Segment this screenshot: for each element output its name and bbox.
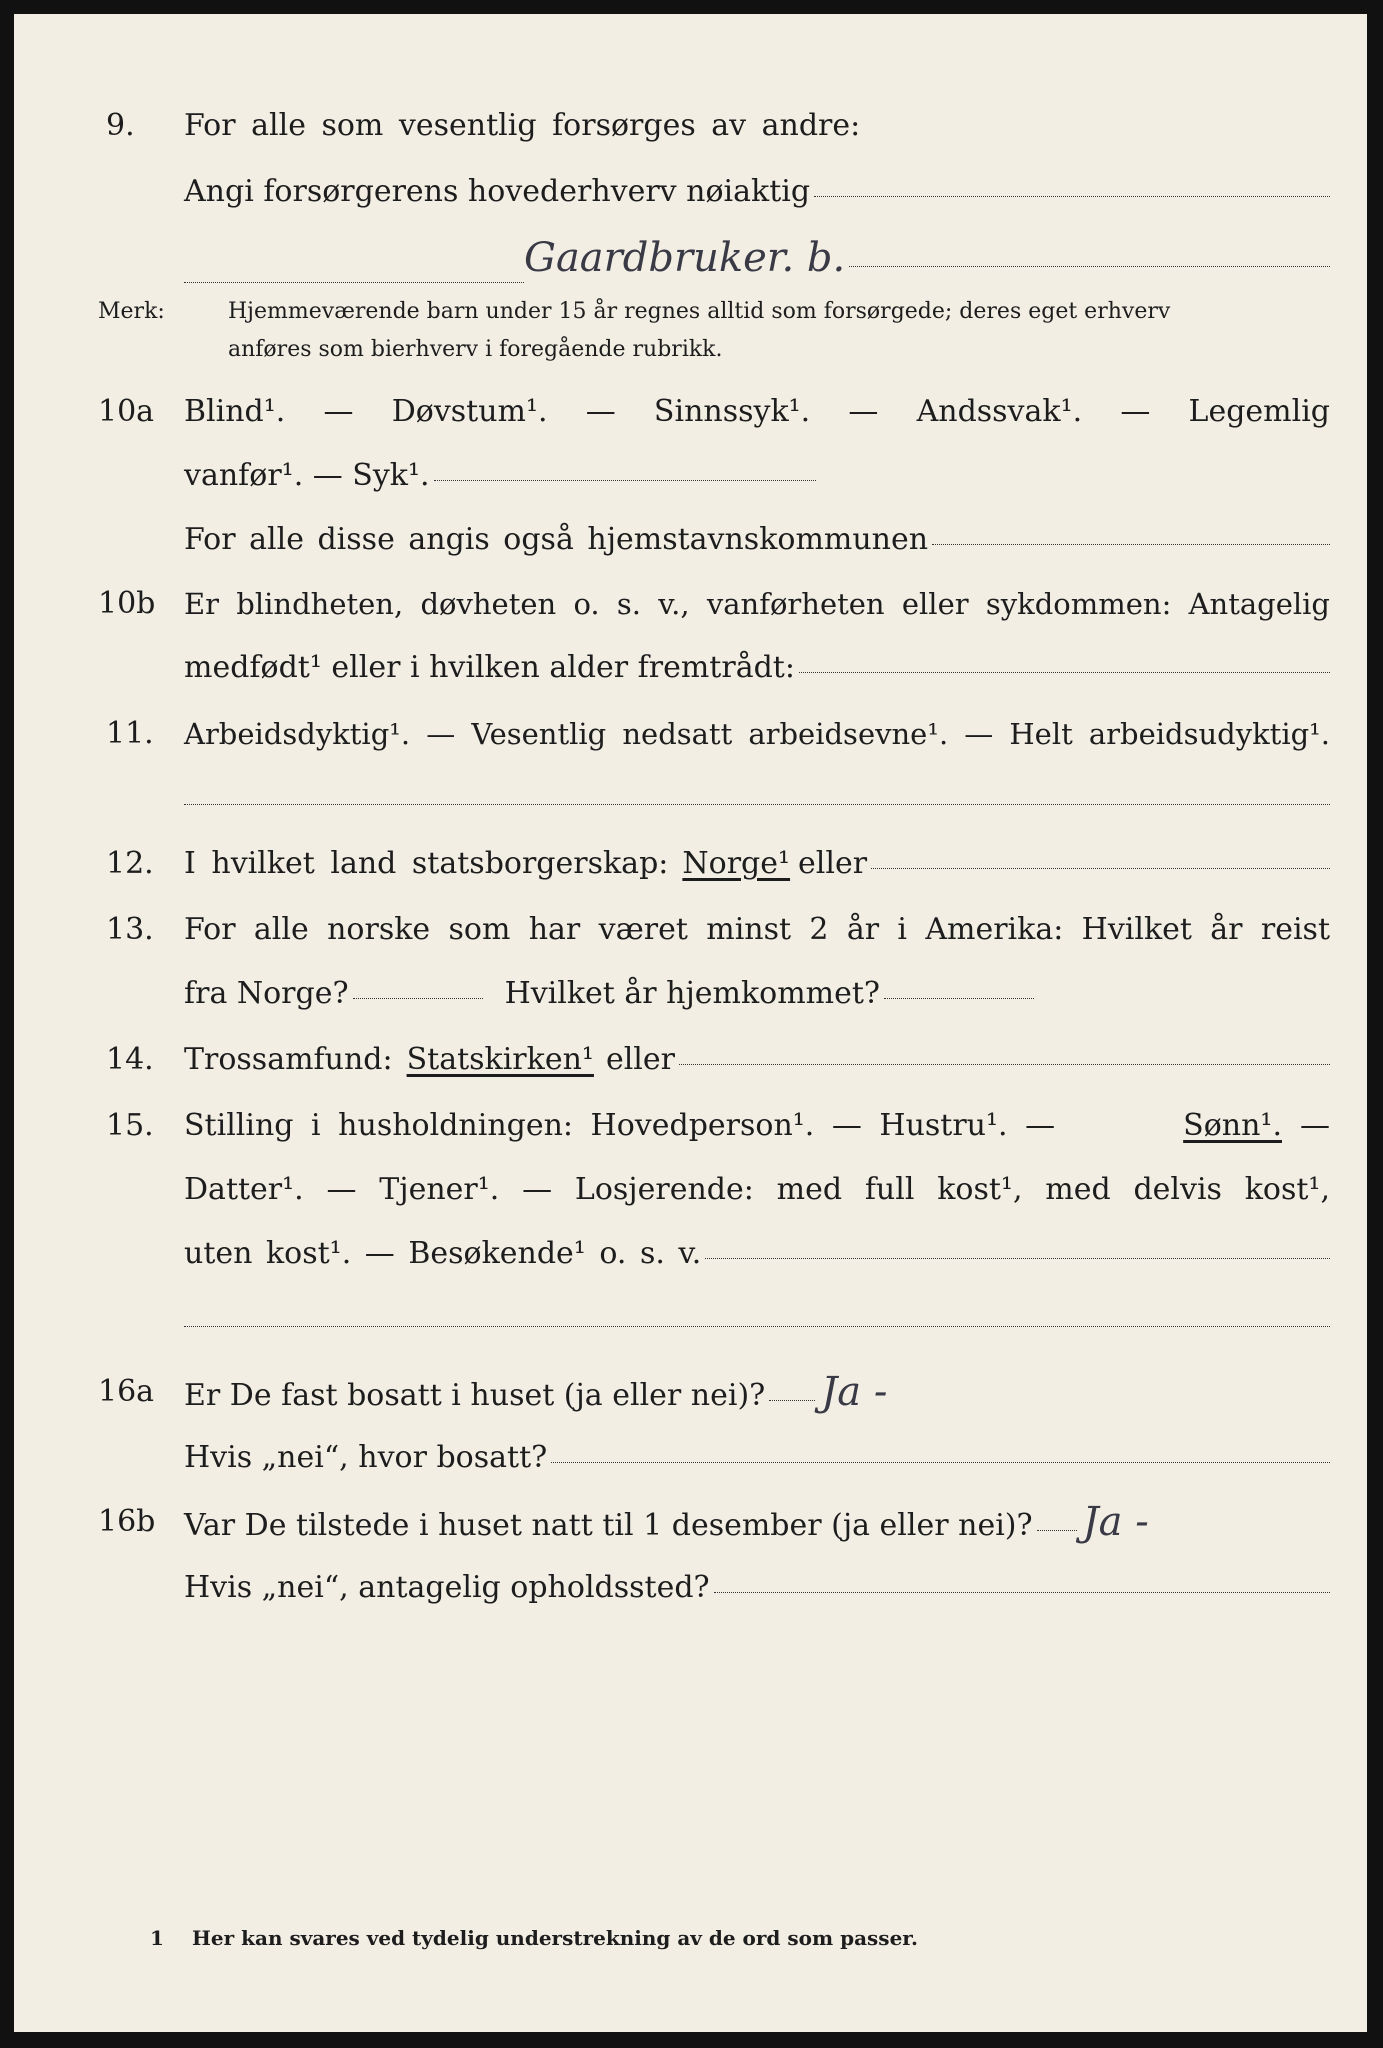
q12-prefix: I hvilket land statsborgerskap:: [184, 846, 669, 881]
q16a-handwritten-answer: Ja -: [821, 1369, 888, 1415]
merk-row-2: [14, 332, 1367, 368]
q16b-question: Var De tilstede i huset natt til 1 desember (ja eller nei)?: [184, 1508, 1033, 1543]
q10a-line-1: Blind¹. — Døvstum¹. — Sinnssyk¹. — Andssvak¹. — Legemlig: [184, 394, 1330, 429]
q16b-followup: Hvis „nei“, antagelig opholdssted?: [184, 1570, 710, 1605]
q13-row-2: [14, 964, 1367, 1024]
q10a-home-municipality-fill[interactable]: [932, 543, 1330, 545]
merk-line-1: Hjemmeværende barn under 15 år regnes alltid som forsørgede; deres eget erhverv: [228, 299, 1171, 324]
q13-right-fill[interactable]: [884, 997, 1034, 999]
q10b-age-fill[interactable]: [799, 671, 1330, 673]
q12-row: [14, 834, 1367, 894]
q9-answer-row: [14, 228, 1367, 288]
q16b-answer-fill[interactable]: [1037, 1529, 1077, 1531]
q16a-residence-fill[interactable]: [551, 1461, 1330, 1463]
q11-row: [14, 704, 1367, 764]
q16b-number: 16b: [98, 1504, 156, 1539]
footnote-text: Her kan svares ved tydelig understrekning av de ord som passer.: [192, 1926, 918, 1950]
q13-left-fill[interactable]: [353, 997, 483, 999]
q11-line-1: Arbeidsdyktig¹. — Vesentlig nedsatt arbeidsevne¹. — Helt arbeidsudyktig¹.: [184, 717, 1330, 751]
q12-norway-option[interactable]: Norge¹: [682, 846, 791, 881]
q9-employer-fill[interactable]: [814, 195, 1330, 197]
q10a-row-3: [14, 510, 1367, 570]
q12-suffix: eller: [798, 846, 868, 881]
q15-line-1a: Stilling i husholdningen: Hovedperson¹. — Hustru¹. —: [184, 1108, 1056, 1143]
merk-label: Merk:: [98, 299, 165, 324]
q15-son-option[interactable]: Sønn¹.: [1183, 1108, 1282, 1143]
q16a-row-2: [14, 1428, 1367, 1488]
q9-answer-rule-left: [184, 282, 524, 283]
q13-line-1: For alle norske som har været minst 2 år i Amerika: Hvilket år reist: [184, 912, 1330, 947]
q9-answer-fill[interactable]: [849, 265, 1330, 267]
q15-row: [14, 1096, 1367, 1156]
q9-number: 9.: [106, 108, 135, 143]
q12-other-country-fill[interactable]: [871, 867, 1330, 869]
q16a-answer-fill[interactable]: [769, 1399, 815, 1401]
q10a-sick-fill[interactable]: [434, 479, 816, 481]
q12-number: 12.: [106, 846, 154, 881]
q15-row-3: [14, 1224, 1367, 1284]
q14-state-church-option[interactable]: Statskirken¹: [406, 1042, 594, 1077]
q15-answer-rule[interactable]: [184, 1326, 1330, 1327]
q10b-row: [14, 574, 1367, 634]
q16a-number: 16a: [98, 1374, 155, 1409]
q13-number: 13.: [106, 912, 154, 947]
q15-other-fill[interactable]: [705, 1257, 1330, 1259]
q14-suffix: eller: [605, 1042, 675, 1077]
q13-row: [14, 900, 1367, 960]
q16a-question: Er De fast bosatt i huset (ja eller nei)?: [184, 1378, 766, 1413]
q9-employer-label: Angi forsørgerens hovederhverv nøiaktig: [184, 174, 811, 209]
q9-title: For alle som vesentlig forsørges av andre:: [184, 108, 861, 143]
q10b-line-1: Er blindheten, døvheten o. s. v., vanførheten eller sykdommen: Antagelig: [184, 587, 1330, 621]
q10b-line-2: medfødt¹ eller i hvilken alder fremtrådt:: [184, 650, 795, 685]
q14-prefix: Trossamfund:: [184, 1042, 393, 1077]
footnote-mark: 1: [150, 1926, 164, 1950]
q10a-number: 10a: [98, 394, 155, 429]
q14-row: [14, 1030, 1367, 1090]
q10b-row-2: [14, 638, 1367, 698]
q15-row-2: [14, 1160, 1367, 1220]
q11-number: 11.: [106, 716, 154, 751]
merk-row-1: [14, 294, 1367, 330]
q9-row: [14, 96, 1367, 156]
q15-line-3: uten kost¹. — Besøkende¹ o. s. v.: [184, 1236, 702, 1271]
q16b-row: [14, 1492, 1367, 1552]
q9-employer-row: [14, 162, 1367, 222]
q15-number: 15.: [106, 1108, 154, 1143]
q14-other-fill[interactable]: [679, 1063, 1330, 1065]
census-form-page: [14, 14, 1367, 2032]
q16a-followup: Hvis „nei“, hvor bosatt?: [184, 1440, 548, 1475]
q16b-handwritten-answer: Ja -: [1082, 1499, 1149, 1545]
q13-left-label: fra Norge?: [184, 976, 349, 1011]
q10a-line-2: vanfør¹. — Syk¹.: [184, 458, 430, 493]
q10b-number: 10b: [98, 586, 156, 621]
q16b-whereabouts-fill[interactable]: [714, 1591, 1330, 1593]
q14-number: 14.: [106, 1042, 154, 1077]
q13-right-label: Hvilket år hjemkommet?: [504, 976, 881, 1011]
q10a-line-3: For alle disse angis også hjemstavnskommunen: [184, 522, 929, 557]
q15-line-2: Datter¹. — Tjener¹. — Losjerende: med full kost¹, med delvis kost¹,: [184, 1172, 1330, 1207]
q16b-row-2: [14, 1558, 1367, 1618]
q15-line-1b: —: [1300, 1108, 1330, 1143]
q10a-row: [14, 382, 1367, 442]
merk-line-2: anføres som bierhverv i foregående rubrikk.: [228, 337, 723, 362]
q9-handwritten-answer: Gaardbruker. b.: [524, 235, 846, 281]
q16a-row: [14, 1362, 1367, 1422]
q11-answer-rule[interactable]: [184, 804, 1330, 805]
q10a-row-2: [14, 446, 1367, 506]
